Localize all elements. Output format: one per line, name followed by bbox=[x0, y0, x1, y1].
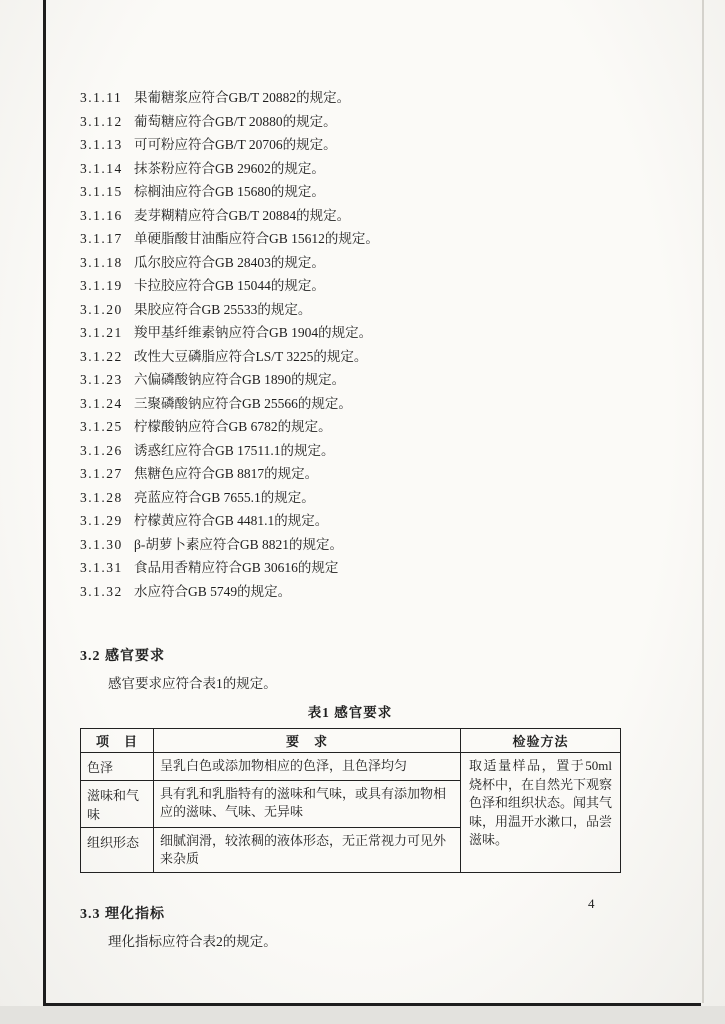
clause-item bbox=[80, 580, 630, 604]
table-header-row bbox=[81, 729, 621, 753]
clause-text: 六偏磷酸钠应符合GB 1890的规定。 bbox=[134, 372, 346, 387]
clause-text: 棕榈油应符合GB 15680的规定。 bbox=[134, 184, 325, 199]
clause-text: 改性大豆磷脂应符合LS/T 3225的规定。 bbox=[134, 348, 368, 364]
clause-number: 3.1.32 bbox=[80, 583, 123, 599]
clause-text: 柠檬黄应符合GB 4481.1的规定。 bbox=[134, 513, 329, 528]
clause-list bbox=[80, 86, 630, 603]
clause-number: 3.1.12 bbox=[80, 113, 123, 129]
clause-text: 单硬脂酸甘油酯应符合GB 15612的规定。 bbox=[134, 231, 379, 246]
table-header-item: 项 目 bbox=[81, 729, 154, 753]
clause-number: 3.1.21 bbox=[80, 325, 123, 340]
clause-number: 3.1.29 bbox=[80, 513, 123, 528]
table-cell-item: 滋味和气味 bbox=[81, 781, 154, 828]
clause-text: 食品用香精应符合GB 30616的规定 bbox=[134, 560, 339, 575]
clause-number: 3.1.20 bbox=[80, 301, 123, 317]
section-sensory bbox=[80, 645, 630, 873]
table-cell-item: 组织形态 bbox=[81, 828, 154, 873]
clause-text: 三聚磷酸钠应符合GB 25566的规定。 bbox=[134, 395, 352, 411]
table-cell-req: 细腻润滑，较浓稠的液体形态，无正常视力可见外来杂质 bbox=[154, 828, 461, 873]
clause-item bbox=[80, 556, 630, 580]
section-physchem bbox=[80, 903, 630, 950]
clause-number: 3.1.18 bbox=[80, 254, 123, 270]
clause-text: 葡萄糖应符合GB/T 20880的规定。 bbox=[134, 113, 337, 129]
clause-text: 卡拉胶应符合GB 15044的规定。 bbox=[134, 278, 325, 293]
clause-text: 诱惑红应符合GB 17511.1的规定。 bbox=[134, 442, 335, 458]
clause-text: 柠檬酸钠应符合GB 6782的规定。 bbox=[134, 419, 332, 434]
table-row bbox=[81, 753, 621, 781]
clause-item bbox=[80, 110, 630, 134]
scan-below-strip bbox=[0, 1006, 725, 1024]
clause-number: 3.1.31 bbox=[80, 560, 123, 575]
table-cell-req: 具有乳和乳脂特有的滋味和气味，或具有添加物相应的滋味、气味、无异味 bbox=[154, 781, 461, 828]
clause-number: 3.1.27 bbox=[80, 466, 123, 481]
table-cell-req: 呈乳白色或添加物相应的色泽，且色泽均匀 bbox=[154, 753, 461, 781]
clause-item bbox=[80, 439, 630, 463]
clause-item bbox=[80, 227, 630, 251]
clause-item bbox=[80, 298, 630, 322]
table-header-req: 要 求 bbox=[154, 729, 461, 753]
clause-item bbox=[80, 368, 630, 392]
clause-item bbox=[80, 533, 630, 557]
clause-text: 抹茶粉应符合GB 29602的规定。 bbox=[134, 160, 325, 176]
clause-item bbox=[80, 462, 630, 486]
section-heading-sensory: 3.2 感官要求 bbox=[80, 649, 165, 664]
section-body-sensory: 感官要求应符合表1的规定。 bbox=[108, 676, 277, 691]
clause-item bbox=[80, 86, 630, 110]
clause-number: 3.1.24 bbox=[80, 395, 123, 411]
clause-number: 3.1.11 bbox=[80, 90, 123, 105]
clause-text: 可可粉应符合GB/T 20706的规定。 bbox=[134, 137, 337, 152]
clause-text: 焦糖色应符合GB 8817的规定。 bbox=[134, 466, 319, 481]
clause-item bbox=[80, 415, 630, 439]
clause-number: 3.1.22 bbox=[80, 348, 123, 364]
clause-number: 3.1.15 bbox=[80, 184, 123, 199]
clause-item bbox=[80, 321, 630, 345]
clause-number: 3.1.13 bbox=[80, 137, 123, 152]
table1-block bbox=[80, 701, 620, 873]
clause-number: 3.1.17 bbox=[80, 231, 123, 246]
clause-number: 3.1.19 bbox=[80, 278, 123, 293]
table-header-method: 检验方法 bbox=[461, 729, 621, 753]
clause-number: 3.1.25 bbox=[80, 419, 123, 434]
section-body-physchem: 理化指标应符合表2的规定。 bbox=[108, 934, 277, 949]
clause-number: 3.1.14 bbox=[80, 160, 123, 176]
clause-text: 水应符合GB 5749的规定。 bbox=[134, 583, 292, 599]
clause-text: 亮蓝应符合GB 7655.1的规定。 bbox=[134, 489, 315, 505]
clause-item bbox=[80, 180, 630, 204]
clause-number: 3.1.16 bbox=[80, 207, 123, 223]
clause-text: β-胡萝卜素应符合GB 8821的规定。 bbox=[134, 536, 343, 552]
clause-item bbox=[80, 486, 630, 510]
clause-item bbox=[80, 509, 630, 533]
clause-item bbox=[80, 157, 630, 181]
clause-text: 果胶应符合GB 25533的规定。 bbox=[134, 301, 312, 317]
clause-item bbox=[80, 204, 630, 228]
table-cell-method: 取适量样品，置于50ml烧杯中，在自然光下观察色泽和组织状态。闻其气味，用温开水漱口，品尝滋味。 bbox=[461, 753, 621, 873]
clause-text: 羧甲基纤维素钠应符合GB 1904的规定。 bbox=[134, 325, 373, 340]
clause-text: 瓜尔胶应符合GB 28403的规定。 bbox=[134, 254, 325, 270]
clause-item bbox=[80, 133, 630, 157]
clause-item bbox=[80, 345, 630, 369]
clause-item bbox=[80, 392, 630, 416]
table1-caption: 表1 感官要求 bbox=[307, 705, 393, 720]
clause-number: 3.1.23 bbox=[80, 372, 123, 387]
sensory-requirements-table bbox=[80, 728, 621, 873]
clause-number: 3.1.26 bbox=[80, 442, 123, 458]
clause-item bbox=[80, 274, 630, 298]
page-number: 4 bbox=[588, 896, 595, 911]
clause-text: 果葡糖浆应符合GB/T 20882的规定。 bbox=[134, 90, 351, 105]
table-cell-item: 色泽 bbox=[81, 753, 154, 781]
clause-item bbox=[80, 251, 630, 275]
clause-number: 3.1.30 bbox=[80, 536, 123, 552]
section-heading-physchem: 3.3 理化指标 bbox=[80, 907, 165, 922]
clause-text: 麦芽糊精应符合GB/T 20884的规定。 bbox=[134, 207, 351, 223]
clause-number: 3.1.28 bbox=[80, 489, 123, 505]
